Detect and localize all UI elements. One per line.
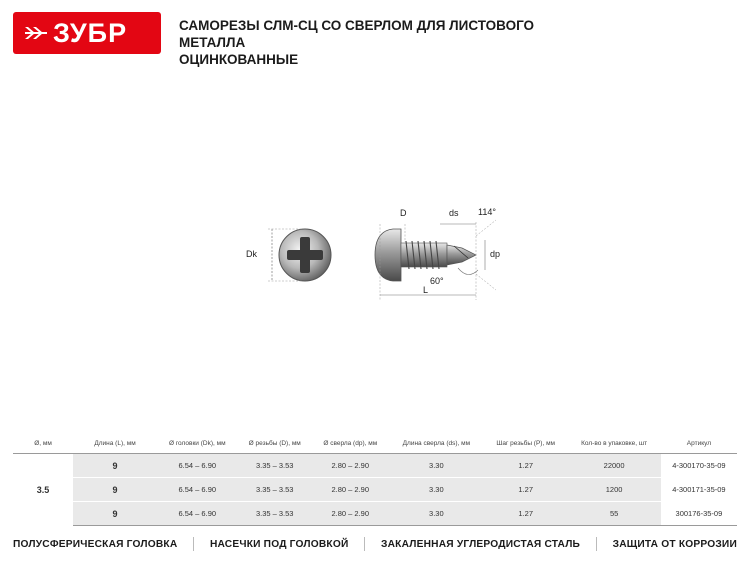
arrow-chevrons-icon bbox=[23, 20, 49, 46]
feature-knurling: НАСЕЧКИ ПОД ГОЛОВКОЙ bbox=[209, 538, 349, 550]
table-row bbox=[13, 502, 737, 526]
cell-drill-length: 3.30 bbox=[389, 454, 484, 478]
cell-head-diameter: 6.54 – 6.90 bbox=[157, 454, 238, 478]
cell-thread-pitch: 1.27 bbox=[484, 478, 567, 502]
cell-package-qty: 22000 bbox=[567, 454, 660, 478]
label-l: L bbox=[423, 285, 429, 295]
header-article: Артикул bbox=[661, 433, 737, 454]
spec-table bbox=[13, 433, 737, 526]
label-dk: Dk bbox=[246, 249, 257, 259]
cell-drill-length: 3.30 bbox=[389, 478, 484, 502]
header-drill-length: Длина сверла (ds), мм bbox=[389, 433, 484, 454]
cell-length: 9 bbox=[73, 478, 157, 502]
cell-head-diameter: 6.54 – 6.90 bbox=[157, 478, 238, 502]
cell-article: 4-300170-35-09 bbox=[661, 454, 737, 478]
label-d: D bbox=[400, 208, 407, 218]
cell-diameter: 3.5 bbox=[13, 454, 73, 526]
cell-thread-diameter: 3.35 – 3.53 bbox=[238, 478, 312, 502]
product-title-line2: ОЦИНКОВАННЫЕ bbox=[179, 52, 299, 67]
label-dp: dp bbox=[490, 249, 501, 259]
product-title-line1: САМОРЕЗЫ СЛМ-СЦ СО СВЕРЛОМ ДЛЯ ЛИСТОВОГО МЕТАЛЛА bbox=[179, 18, 535, 50]
cell-drill-diameter: 2.80 – 2.90 bbox=[312, 454, 389, 478]
cell-thread-diameter: 3.35 – 3.53 bbox=[238, 502, 312, 526]
cell-drill-diameter: 2.80 – 2.90 bbox=[312, 478, 389, 502]
product-title bbox=[179, 17, 599, 68]
cell-package-qty: 1200 bbox=[567, 478, 660, 502]
header-thread-diameter: Ø резьбы (D), мм bbox=[238, 433, 312, 454]
header-length: Длина (L), мм bbox=[73, 433, 157, 454]
spec-table-header bbox=[13, 433, 737, 454]
header-diameter: Ø, мм bbox=[13, 433, 73, 454]
feature-divider bbox=[193, 537, 194, 551]
screw-top-view bbox=[246, 229, 331, 281]
feature-divider bbox=[364, 537, 365, 551]
screw-drawing bbox=[230, 200, 530, 310]
feature-corrosion-protection: ЗАЩИТА ОТ КОРРОЗИИ bbox=[612, 538, 737, 550]
cell-package-qty: 55 bbox=[567, 502, 660, 526]
screw-side-view bbox=[375, 207, 500, 300]
cell-article: 4-300171-35-09 bbox=[661, 478, 737, 502]
feature-divider bbox=[596, 537, 597, 551]
header-thread-pitch: Шаг резьбы (P), мм bbox=[484, 433, 567, 454]
cell-thread-diameter: 3.35 – 3.53 bbox=[238, 454, 312, 478]
header-drill-diameter: Ø сверла (dp), мм bbox=[312, 433, 389, 454]
cell-drill-diameter: 2.80 – 2.90 bbox=[312, 502, 389, 526]
feature-bar bbox=[13, 537, 737, 551]
feature-hardened-steel: ЗАКАЛЕННАЯ УГЛЕРОДИСТАЯ СТАЛЬ bbox=[381, 538, 581, 550]
header-head-diameter: Ø головки (Dk), мм bbox=[157, 433, 238, 454]
cell-thread-pitch: 1.27 bbox=[484, 454, 567, 478]
brand-logo bbox=[13, 12, 161, 54]
cell-length: 9 bbox=[73, 454, 157, 478]
label-ds: ds bbox=[449, 208, 459, 218]
feature-hemispherical-head: ПОЛУСФЕРИЧЕСКАЯ ГОЛОВКА bbox=[13, 538, 178, 550]
table-row bbox=[13, 478, 737, 502]
cell-article: 300176-35-09 bbox=[661, 502, 737, 526]
label-angle-top: 114° bbox=[478, 207, 496, 217]
cell-drill-length: 3.30 bbox=[389, 502, 484, 526]
cell-thread-pitch: 1.27 bbox=[484, 502, 567, 526]
header-package-qty: Кол-во в упаковке, шт bbox=[567, 433, 660, 454]
label-angle-bottom: 60° bbox=[430, 276, 444, 286]
cell-head-diameter: 6.54 – 6.90 bbox=[157, 502, 238, 526]
brand-name: ЗУБР bbox=[53, 17, 128, 48]
table-row bbox=[13, 454, 737, 478]
cell-length: 9 bbox=[73, 502, 157, 526]
